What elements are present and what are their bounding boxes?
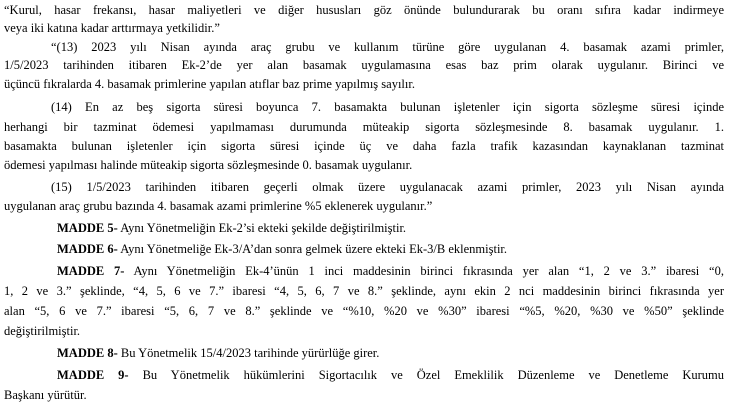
text-line: alan “5, 6 ve 7.” ibaresi “5, 6, 7 ve 8.” şeklinde ve “%10, %20 ve %30” ibaresi “%5, %20, %30 ve %50” şeklinde (4, 304, 724, 318)
article-text: Aynı Yönetmeliğin Ek-2’si ekteki şekilde değiştirilmiştir. (117, 221, 407, 235)
madde-6 (57, 240, 507, 258)
text-line: (14) En az beş sigorta süresi boyunca 7. basamakta bulunan işletenler için sigorta sözleşme süresi içinde (51, 100, 724, 114)
text-line: herhangi bir tazminat ödemesi yapılmaması durumunda müteakip sigorta sözleşmesinde 8. basamak uygulanır. 1. (4, 120, 724, 134)
text-line: veya iki katına kadar arttırmaya yetkilidir.” (4, 21, 220, 35)
madde-9 (57, 366, 724, 384)
text-line: değiştirilmiştir. (4, 324, 81, 338)
text-line: basamakta bulunan işletenler için sigorta süresi içinde üç ve daha fazla trafik kazasından kaynaklanan tazminat (4, 139, 724, 153)
text-line: “Kurul, hasar frekansı, hasar maliyetleri ve diğer hususları göz önünde bulundurarak bu oranı sıfıra kadar indirmeye (4, 3, 724, 17)
text-line: ödemesi yapılması halinde müteakip sigorta sözleşmesinde 0. basamak uygulanır. (4, 158, 413, 172)
article-label: MADDE 9- (57, 368, 129, 382)
text-line: üçüncü fıkralarda 4. basamak primlerine yapılan atıflar baz prime yapılmış sayılır. (4, 77, 415, 91)
text-line: 1/5/2023 tarihinden itibaren Ek-2’de yer alan basamak uygulamasına esas baz prim olarak uygulanır. Birinci ve (4, 58, 724, 72)
article-text: Aynı Yönetmeliğin Ek-4’ünün 1 inci maddesinin birinci fıkrasında yer alan “1, 2 ve 3.” ibaresi “0, (124, 264, 724, 278)
text-line: 1, 2 ve 3.” şeklinde, “4, 5, 6 ve 7.” ibaresi “4, 5, 6, 7 ve 8.” şeklinde, aynı ekin 2 nci maddesinin birinci fıkrasında yer (4, 284, 724, 298)
article-text: Bu Yönetmelik 15/4/2023 tarihinde yürürlüğe girer. (117, 346, 380, 360)
article-text: Bu Yönetmelik hükümlerini Sigortacılık ve Özel Emeklilik Düzenleme ve Denetleme Kurumu (128, 368, 724, 382)
text-line: Başkanı yürütür. (4, 388, 87, 402)
article-label: MADDE 5- (57, 221, 118, 235)
text-line: “(13) 2023 yılı Nisan ayında araç grubu ve kullanım türüne göre uygulanan 4. basamak azami primler, (51, 40, 724, 54)
text-line: uygulanan araç grubu bazında 4. basamak azami primlerine %5 eklenerek uygulanır.” (4, 199, 433, 213)
article-label: MADDE 6- (57, 242, 118, 256)
madde-8 (57, 344, 379, 362)
article-text: Aynı Yönetmeliğe Ek-3/A’dan sonra gelmek üzere ekteki Ek-3/B eklenmiştir. (117, 242, 508, 256)
madde-5 (57, 219, 406, 237)
text-line: (15) 1/5/2023 tarihinden itibaren geçerli olmak üzere uygulanacak azami primler, 2023 yılı Nisan ayında (51, 180, 724, 194)
article-label: MADDE 7- (57, 264, 125, 278)
article-label: MADDE 8- (57, 346, 118, 360)
madde-7 (57, 262, 724, 280)
